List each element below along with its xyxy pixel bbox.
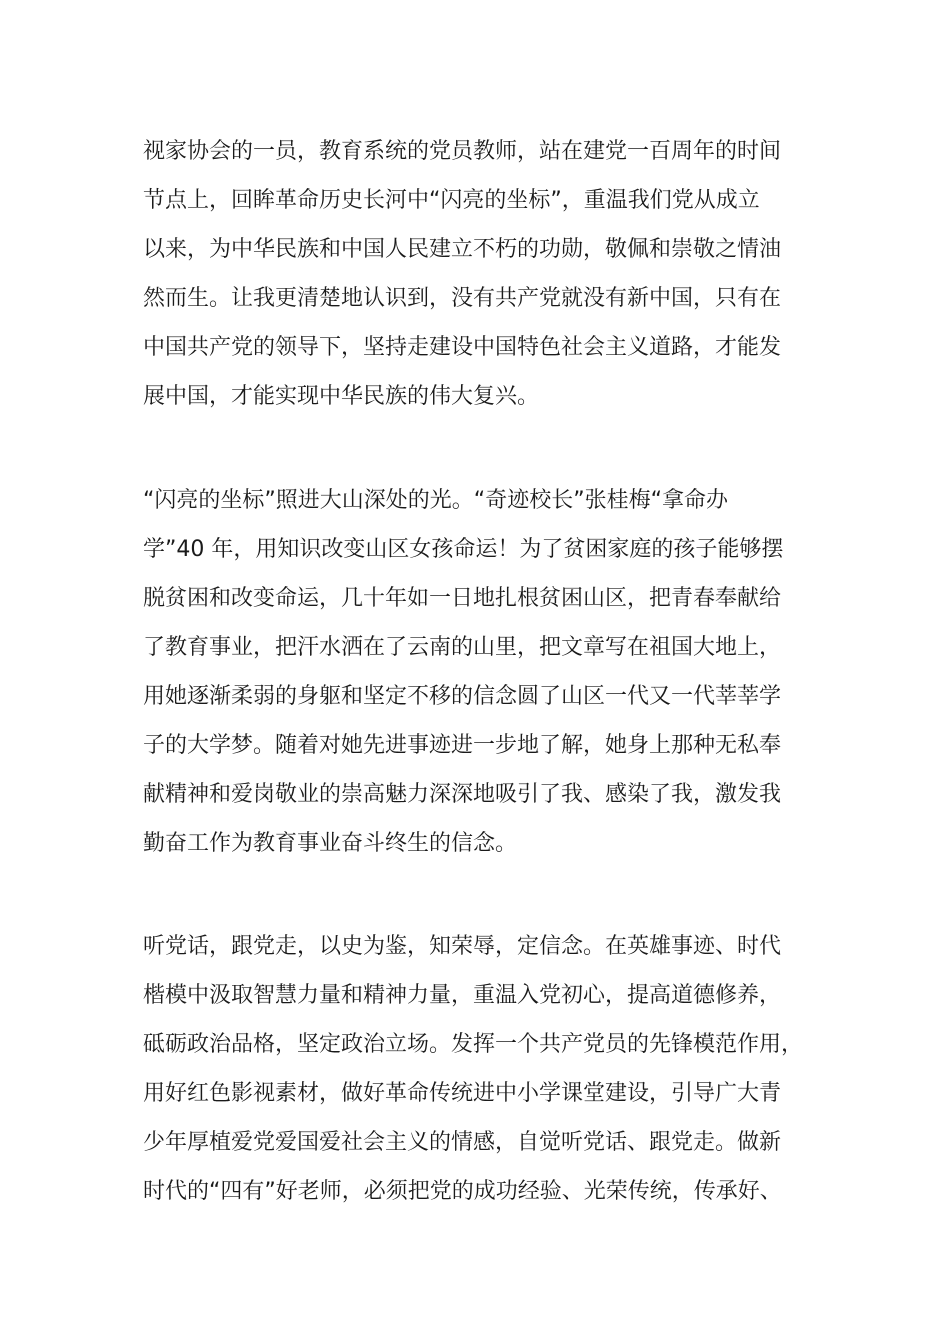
text-line: 勤奋工作为教育事业奋斗终生的信念。: [143, 831, 518, 856]
text-line: 时代的“四有”好老师，必须把党的成功经验、光荣传统，传承好、: [143, 1179, 782, 1204]
paragraph-3: [143, 922, 833, 1216]
paragraph-2: [143, 476, 833, 868]
text-line: 中国共产党的领导下，坚持走建设中国特色社会主义道路，才能发: [143, 335, 782, 360]
paragraph-1: [143, 127, 833, 421]
text-line: 脱贫困和改变命运，几十年如一日地扎根贫困山区，把青春奉献给: [143, 586, 782, 611]
text-line: 了教育事业，把汗水洒在了云南的山里，把文章写在祖国大地上，: [143, 635, 782, 660]
text-line: 展中国，才能实现中华民族的伟大复兴。: [143, 384, 540, 409]
text-line: 然而生。让我更清楚地认识到，没有共产党就没有新中国，只有在: [143, 286, 782, 311]
text-line: 以来，为中华民族和中国人民建立不朽的功勋，敬佩和崇敬之情油: [143, 237, 782, 262]
text-line: 楷模中汲取智慧力量和精神力量，重温入党初心，提高道德修养，: [143, 983, 782, 1008]
text-line: 用她逐渐柔弱的身躯和坚定不移的信念圆了山区一代又一代莘莘学: [143, 684, 782, 709]
text-line: 节点上，回眸革命历史长河中“闪亮的坐标”，重温我们党从成立: [143, 188, 760, 213]
text-line: 听党话，跟党走，以史为鉴，知荣辱，定信念。在英雄事迹、时代: [143, 934, 782, 959]
text-line: 少年厚植爱党爱国爱社会主义的情感，自觉听党话、跟党走。做新: [143, 1130, 782, 1155]
text-line: 学”40 年，用知识改变山区女孩命运！为了贫困家庭的孩子能够摆: [143, 537, 784, 562]
text-line: 砥砺政治品格，坚定政治立场。发挥一个共产党员的先锋模范作用，: [143, 1032, 804, 1057]
text-line: 视家协会的一员，教育系统的党员教师，站在建党一百周年的时间: [143, 139, 782, 164]
text-line: 子的大学梦。随着对她先进事迹进一步地了解，她身上那种无私奉: [143, 733, 782, 758]
text-line: 用好红色影视素材，做好革命传统进中小学课堂建设，引导广大青: [143, 1081, 782, 1106]
text-line: 献精神和爱岗敬业的崇高魅力深深地吸引了我、感染了我，激发我: [143, 782, 782, 807]
text-line: “闪亮的坐标”照进大山深处的光。“奇迹校长”张桂梅“拿命办: [143, 488, 728, 513]
